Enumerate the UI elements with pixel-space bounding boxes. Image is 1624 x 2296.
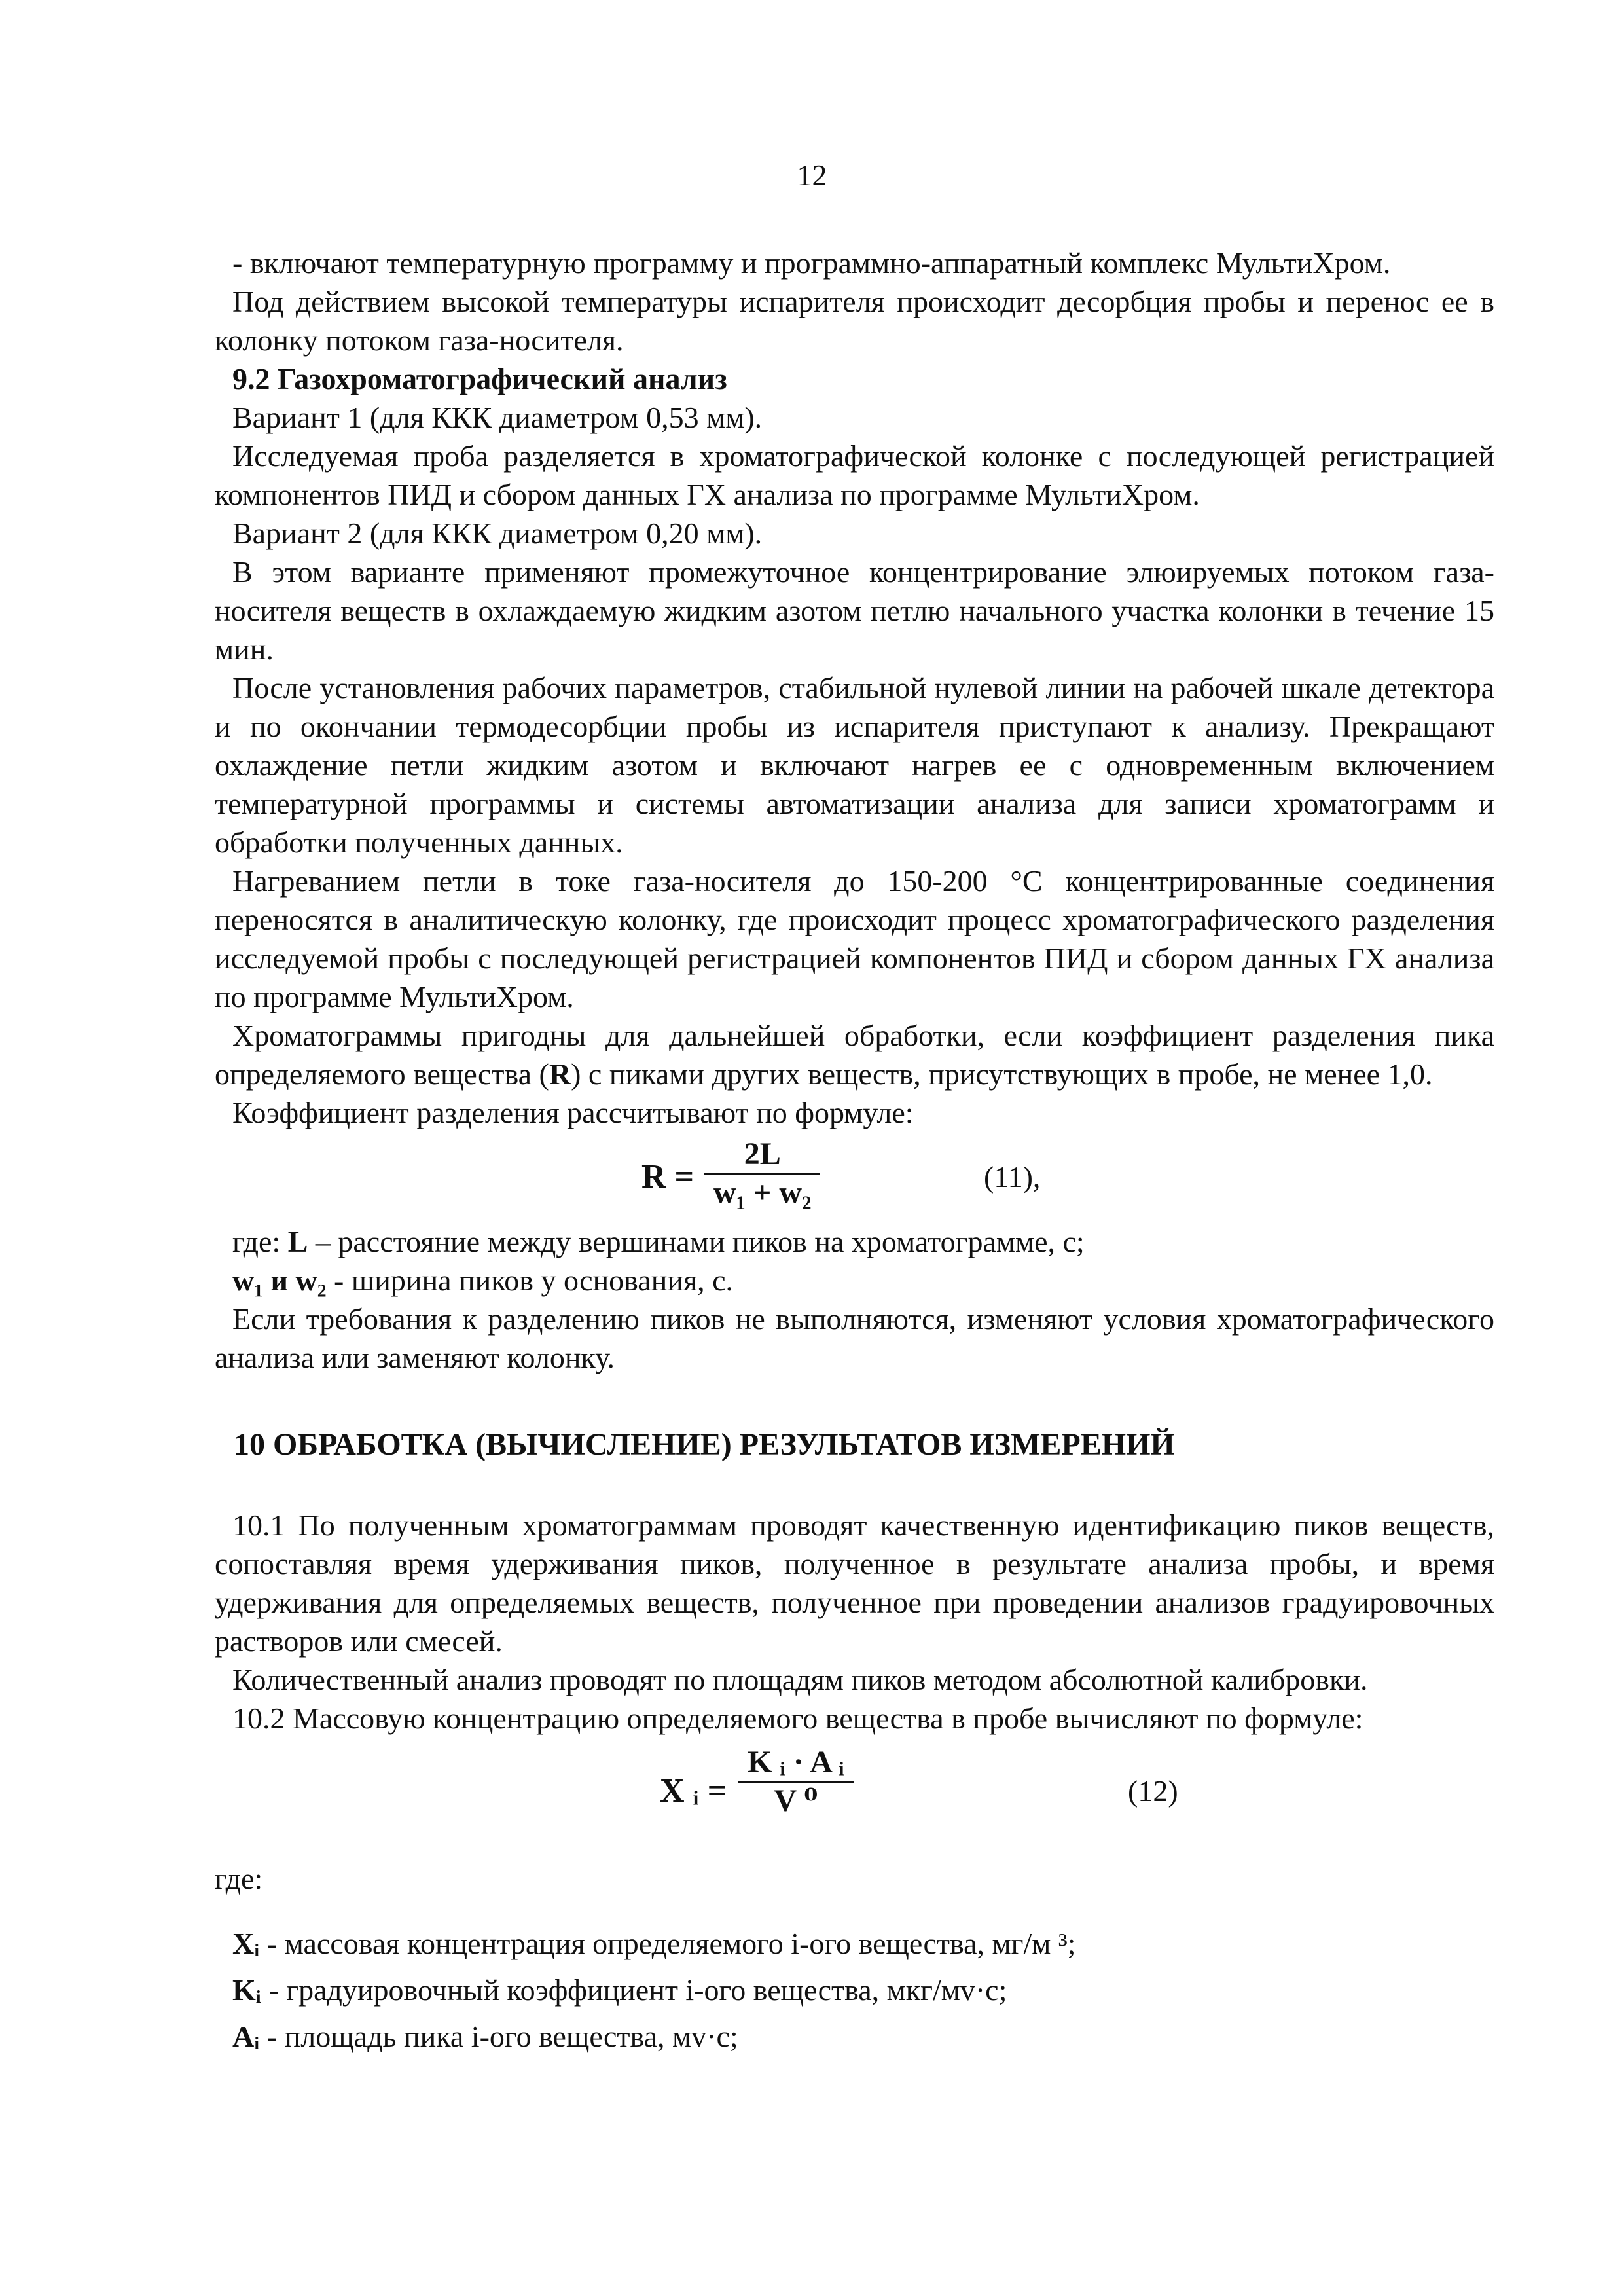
formula-11-denominator: w₁ + w₂: [713, 1175, 812, 1210]
formula-11-number: (11),: [984, 1160, 1041, 1194]
paragraph: Под действием высокой температуры испарителя происходит десорбция пробы и перенос ее в колонку потоком газа-носителя.: [215, 285, 1494, 357]
where-l: где: L – расстояние между вершинами пиков на хроматограмме, с;: [232, 1225, 1085, 1258]
where-label: где:: [215, 1862, 263, 1895]
paragraph: 10.2 Массовую концентрацию определяемого вещества в пробе вычисляют по формуле:: [232, 1702, 1363, 1735]
formula-12-number: (12): [1128, 1774, 1178, 1808]
paragraph: В этом варианте применяют промежуточное концентрирование элюируемых потоком газа-носителя веществ в охлаждаемую жидким азотом петлю начального участка колонки в течение 15 мин.: [215, 555, 1494, 666]
paragraph: Если требования к разделению пиков не выполняются, изменяют условия хроматографического анализа или заменяют колонку.: [215, 1302, 1494, 1374]
variant-1: Вариант 1 (для ККК диаметром 0,53 мм).: [232, 401, 763, 434]
formula-12-fraction: [738, 1744, 854, 1819]
paragraph: Коэффициент разделения рассчитывают по формуле:: [232, 1096, 914, 1129]
body-text: [215, 244, 1494, 2064]
definition-item: Xᵢ - массовая концентрация определяемого i-ого вещества, мг/м ³;: [232, 1927, 1076, 1960]
paragraph: Исследуемая проба разделяется в хроматографической колонке с последующей регистрацией компонентов ПИД и сбором данных ГХ анализа по программе МультиХром.: [215, 439, 1494, 511]
section-heading-10: 10 ОБРАБОТКА (ВЫЧИСЛЕНИЕ) РЕЗУЛЬТАТОВ ИЗМЕРЕНИЙ: [234, 1427, 1175, 1462]
where-w: w₁ и w₂ - ширина пиков у основания, с.: [232, 1264, 734, 1297]
section-heading-9-2: 9.2 Газохроматографический анализ: [232, 362, 727, 395]
formula-11-lhs: R =: [641, 1158, 695, 1195]
formula-12-denominator: V ⁰: [774, 1783, 818, 1818]
definitions-list: [215, 1924, 1494, 2056]
paragraph: Количественный анализ проводят по площадям пиков методом абсолютной калибровки.: [232, 1663, 1368, 1696]
paragraph: 10.1 По полученным хроматограммам проводят качественную идентификацию пиков веществ, сопоставляя время удерживания пиков, полученное в результате анализа пробы, и время удерживания для определяемых веществ, полученное при проведении анализов градуировочных растворов или смесей.: [215, 1508, 1494, 1658]
formula-11-numerator: 2L: [744, 1137, 781, 1171]
symbol-r: R: [549, 1057, 571, 1091]
definition-item: Kᵢ - градуировочный коэффициент i-ого вещества, мкг/мv·с;: [232, 1973, 1007, 2007]
formula-11: [215, 1135, 1494, 1218]
page-number: 12: [797, 158, 827, 192]
definition-item: Aᵢ - площадь пика i-ого вещества, мv·с;: [232, 2020, 738, 2053]
formula-12: [215, 1739, 1494, 1831]
paragraph: - включают температурную программу и программно-аппаратный комплекс МультиХром.: [232, 246, 1391, 280]
formula-12-numerator: K ᵢ · A ᵢ: [748, 1745, 844, 1779]
paragraph: После установления рабочих параметров, стабильной нулевой линии на рабочей шкале детектора и по окончании термодесорбции пробы из испарителя приступают к анализу. Прекращают охлаждение петли жидким азотом и включают нагрев ее с одновременным включением температурной программы и системы автоматизации анализа для записи хроматограмм и обработки полученных данных.: [215, 671, 1494, 859]
formula-11-fraction: [704, 1136, 820, 1211]
paragraph: Нагреванием петли в токе газа-носителя до 150-200 °С концентрированные соединения переносятся в аналитическую колонку, где происходит процесс хроматографического разделения исследуемой пробы с последующей регистрацией компонентов ПИД и сбором данных ГХ анализа по программе МультиХром.: [215, 864, 1494, 1013]
formula-12-lhs: X ᵢ =: [660, 1772, 727, 1810]
variant-2: Вариант 2 (для ККК диаметром 0,20 мм).: [232, 517, 763, 550]
paragraph-resolution: Хроматограммы пригодны для дальнейшей обработки, если коэффициент разделения пика определяемого вещества (R) с пиками других веществ, присутствующих в пробе, не менее 1,0.: [215, 1019, 1494, 1091]
